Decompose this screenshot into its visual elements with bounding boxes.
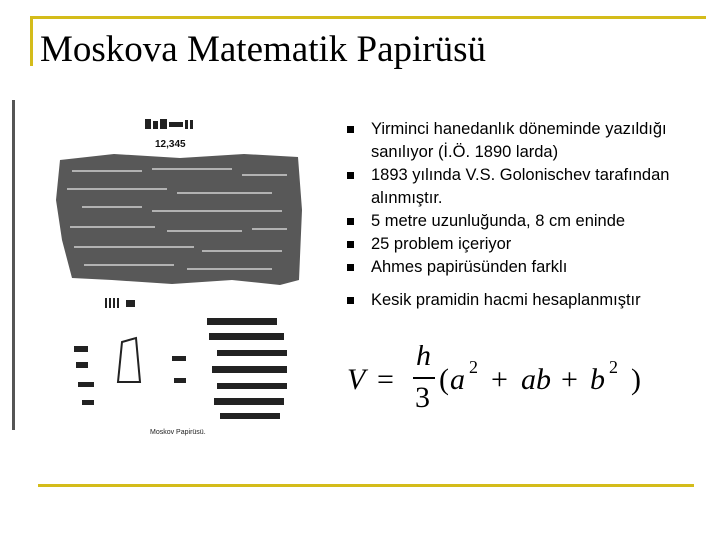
formula-term-ab: ab	[521, 363, 551, 396]
list-item	[340, 210, 670, 233]
list-item	[340, 118, 670, 164]
volume-formula	[345, 345, 655, 415]
bullet-square-icon	[347, 126, 354, 133]
bullet-square-icon	[347, 297, 354, 304]
formula-plus: +	[491, 363, 508, 396]
formula-exponent-b: 2	[609, 357, 618, 377]
bullet-square-icon	[347, 264, 354, 271]
papyrus-image	[12, 100, 317, 445]
bullet-text: Kesik pramidin hacmi hesaplanmıştır	[371, 291, 641, 309]
papyrus-number-label: 12,345	[155, 139, 186, 150]
frame-bottom-rule	[38, 484, 694, 487]
bullet-square-icon	[347, 172, 354, 179]
frame-top-rule	[30, 16, 706, 19]
bullet-square-icon	[347, 218, 354, 225]
bullet-square-icon	[347, 241, 354, 248]
list-item	[340, 256, 670, 279]
formula-denominator: 3	[415, 381, 430, 414]
formula-term-a: a	[450, 363, 465, 396]
formula-exponent-a: 2	[469, 357, 478, 377]
formula-equals: =	[377, 363, 394, 396]
bullet-text: 25 problem içeriyor	[371, 235, 512, 253]
bullet-text: Ahmes papirüsünden farklı	[371, 258, 568, 276]
list-item	[340, 233, 670, 256]
frame-left-rule	[30, 16, 33, 66]
bullet-text: 1893 yılında V.S. Golonischev tarafından alınmıştır.	[371, 166, 670, 207]
list-item	[340, 164, 670, 210]
formula-lhs: V	[347, 363, 366, 396]
formula-numerator: h	[416, 345, 431, 372]
formula-open-paren: (	[439, 363, 449, 396]
list-item	[340, 289, 670, 312]
formula-close-paren: )	[631, 363, 641, 396]
slide-title: Moskova Matematik Papirüsü	[40, 29, 487, 70]
bullet-text: 5 metre uzunluğunda, 8 cm eninde	[371, 212, 626, 230]
fraction-bar	[413, 377, 435, 379]
bullet-text: Yirminci hanedanlık döneminde yazıldığı sanılıyor (İ.Ö. 1890 larda)	[371, 120, 667, 161]
papyrus-caption: Moskov Papirüsü.	[150, 429, 206, 436]
formula-term-b: b	[590, 363, 605, 396]
formula-plus: +	[561, 363, 578, 396]
bullet-list	[340, 118, 670, 312]
